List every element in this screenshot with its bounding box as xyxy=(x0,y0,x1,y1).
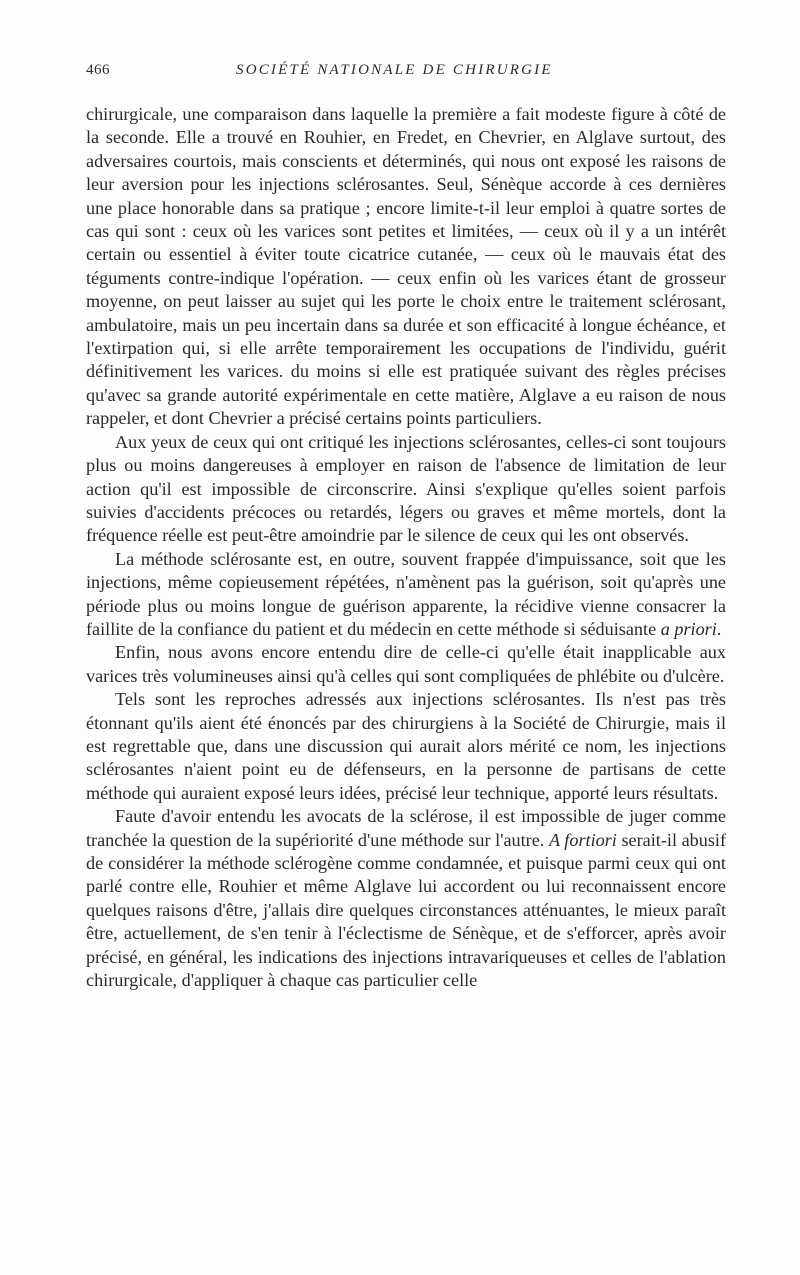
paragraph-6-end: serait-il abusif de considérer la méthode sclérogène comme condamnée, et puisque parmi ceux qui ont parlé contre elle, Rouhier et même Alglave lui accordent ou lui reconnaissent encore quelques raisons d'être, j'allais dire quelques circonstances atténuantes, le mieux paraît être, actuellement, de s'en tenir à l'éclectisme de Sénèque, et de s'efforcer, après avoir précisé, en général, les indications des injections intravariqueuses et celles de l'ablation chirurgicale, d'appliquer à chaque cas particulier celle xyxy=(86,829,727,991)
paragraph-3-end: . xyxy=(716,618,722,639)
journal-title: SOCIÉTÉ NATIONALE DE CHIRURGIE xyxy=(236,62,553,78)
paragraph-3-italic: a priori xyxy=(660,618,717,639)
running-head xyxy=(86,62,726,84)
paragraph-2: Aux yeux de ceux qui ont critiqué les injections sclérosantes, celles-ci sont toujours plus ou moins dangereuses à employer en raison de l'absence de limitation de leur action qu'il est impossible de circonscrire. Ainsi s'explique qu'elles soient parfois suivies d'accidents précoces ou retardés, légers ou graves et même mortels, dont la fréquence réelle est peut-être amoindrie par le silence de ceux qui les ont observés. xyxy=(86,431,726,546)
page-number: 466 xyxy=(86,62,110,78)
paragraph-6 xyxy=(86,805,726,992)
paragraph-5: Tels sont les reproches adressés aux injections sclérosantes. Ils n'est pas très étonnant qu'ils aient été énoncés par des chirurgiens à la Société de Chirurgie, mais il est regrettable que, dans une discussion qui aurait alors mérité ce nom, les injections sclérosantes n'aient point eu de défenseurs, en la personne de partisans de cette méthode qui auraient exposé leurs idées, précisé leur technique, apporté leurs résultats. xyxy=(86,689,726,803)
paragraph-3 xyxy=(86,548,726,642)
paragraph-6-italic: A fortiori xyxy=(548,829,617,850)
paragraph-6-text: Faute d'avoir entendu les avocats de la sclérose, il est impossible de juger comme tranchée la question de la supériorité d'une méthode sur l'autre. xyxy=(86,806,726,850)
paragraph-3-text: La méthode sclérosante est, en outre, souvent frappée d'impuissance, soit que les injections, même copieusement répétées, n'amènent pas la guérison, soit qu'après une période plus ou moins longue de guérison apparente, la récidive vienne consacrer la faillite de la confiance du patient et du médecin en cette méthode si séduisante xyxy=(86,548,726,639)
body-text xyxy=(86,103,726,992)
paragraph-1: chirurgicale, une comparaison dans laquelle la première a fait modeste figure à côté de la seconde. Elle a trouvé en Rouhier, en Fredet, en Chevrier, en Alglave surtout, des adversaires courtois, mais conscients et déterminés, qui nous ont exposé les raisons de leur aversion pour les injections sclérosantes. Seul, Sénèque accorde à ces dernières une place honorable dans sa pratique ; encore limite-t-il leur emploi à quatre sortes de cas qui sont : ceux où les varices sont petites et limitées, — ceux où il y a un intérêt certain ou essentiel à éviter toute cicatrice cutanée, — ceux où le mauvais état des téguments contre-indique l'opération. — ceux enfin où les varices étant de grosseur moyenne, on peut laisser au sujet qui les porte le choix entre le traitement sclérosant, ambulatoire, mais un peu incertain dans sa durée et son efficacité à longue échéance, et l'extirpation qui, si elle arrête temporairement les occupations de l'individu, guérit définitivement les varices. du moins si elle est pratiquée suivant des règles précises qu'avec sa grande autorité expérimentale en cette matière, Alglave a eu raison de nous rappeler, et dont Chevrier a précisé certains points particuliers. xyxy=(86,104,726,429)
paragraph-4: Enfin, nous avons encore entendu dire de celle-ci qu'elle était inapplicable aux varices très volumineuses ainsi qu'à celles qui sont compliquées de phlébite ou d'ulcère. xyxy=(86,642,726,686)
